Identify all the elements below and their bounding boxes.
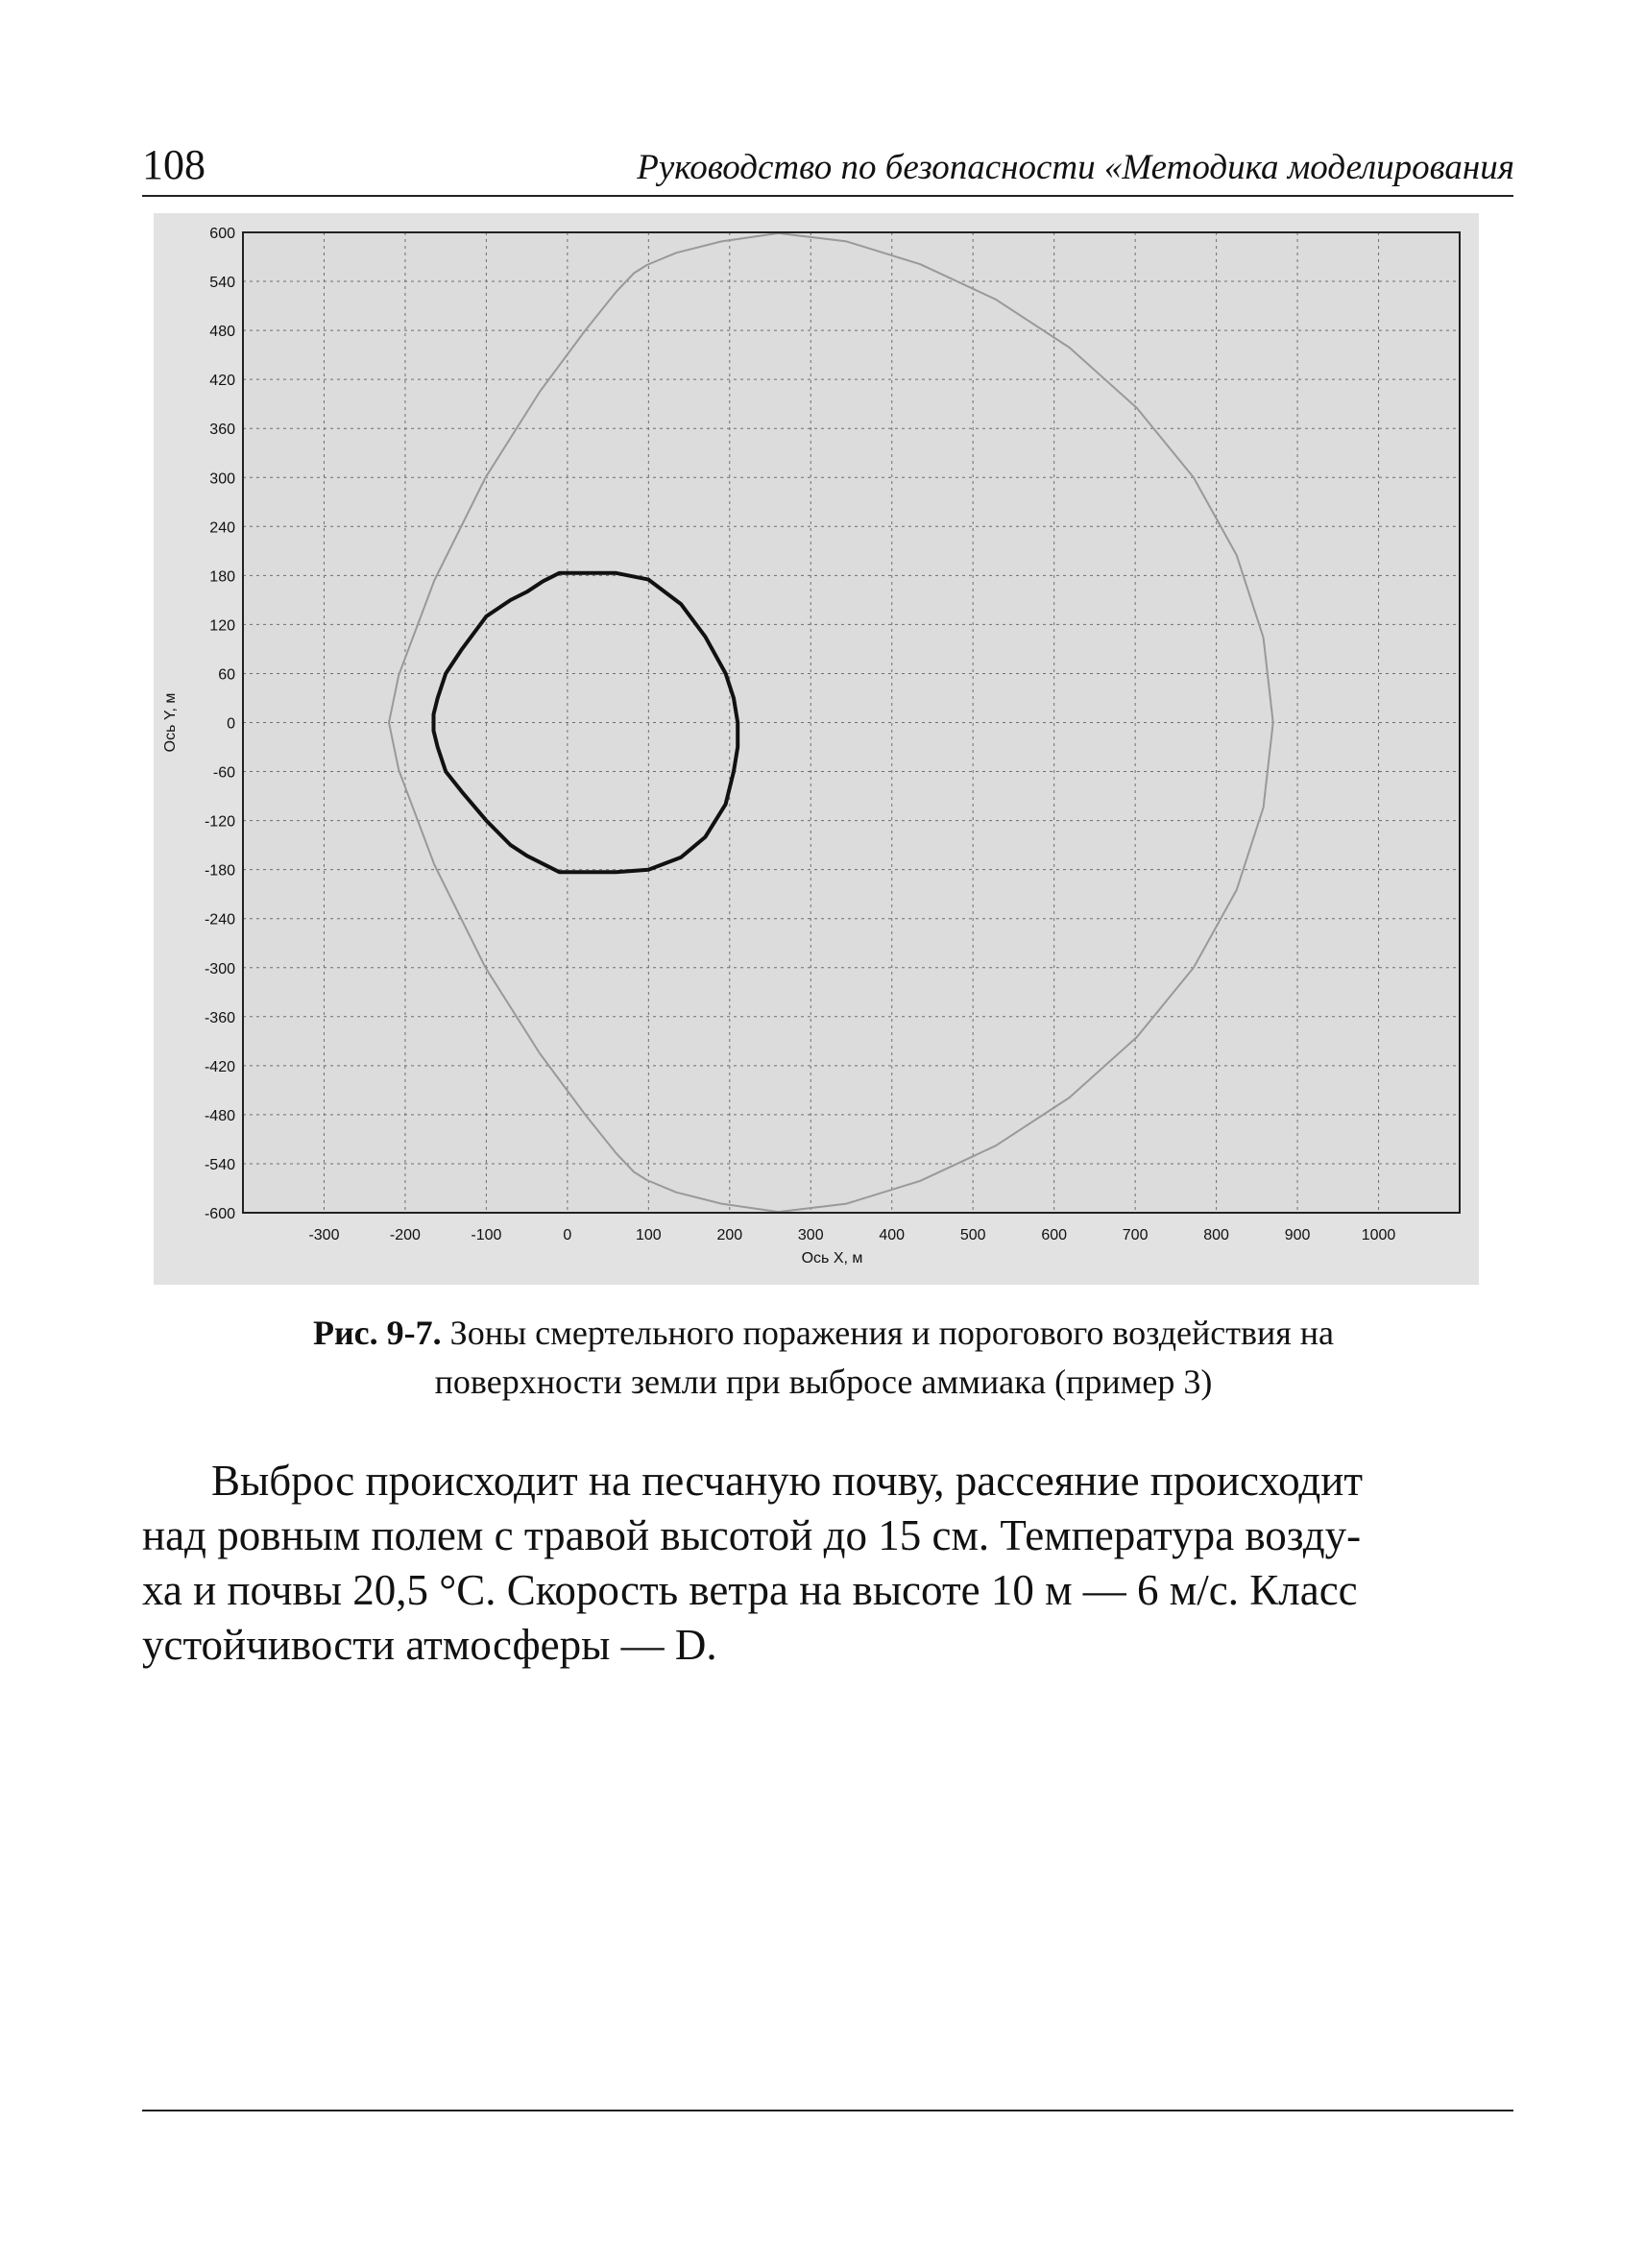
y-tick-label: 60 bbox=[218, 666, 235, 684]
y-tick-label: 300 bbox=[209, 470, 235, 488]
x-tick-label: -300 bbox=[308, 1227, 340, 1243]
body-paragraph bbox=[142, 1454, 1513, 1673]
x-tick-label: 800 bbox=[1203, 1227, 1229, 1243]
y-tick-label: -300 bbox=[204, 960, 235, 977]
figure-caption bbox=[173, 1309, 1474, 1407]
body-line-3: ха и почвы 20,5 °С. Скорость ветра на высоте 10 м — 6 м/с. Класс bbox=[142, 1566, 1358, 1614]
body-line-1: Выброс происходит на песчаную почву, рассеяние происходит bbox=[211, 1457, 1363, 1505]
caption-line-1: Зоны смертельного поражения и порогового воздействия на bbox=[449, 1314, 1335, 1352]
x-axis-title: Ось X, м bbox=[801, 1250, 863, 1267]
x-tick-label: 100 bbox=[635, 1227, 662, 1243]
x-tick-label: -200 bbox=[389, 1227, 421, 1243]
y-axis-title: Ось Y, м bbox=[162, 692, 179, 753]
x-tick-label: 600 bbox=[1041, 1227, 1068, 1243]
y-tick-label: -480 bbox=[204, 1107, 235, 1124]
y-tick-label: -240 bbox=[204, 911, 235, 929]
y-tick-label: 540 bbox=[209, 275, 235, 292]
x-tick-label: 700 bbox=[1122, 1227, 1149, 1243]
y-tick-label: 0 bbox=[227, 715, 235, 733]
x-tick-label: 300 bbox=[797, 1227, 824, 1243]
y-tick-label: -540 bbox=[204, 1156, 235, 1173]
x-tick-label: 500 bbox=[959, 1227, 986, 1243]
y-tick-label: -180 bbox=[204, 862, 235, 880]
y-tick-label: 420 bbox=[209, 373, 235, 390]
y-tick-label: 180 bbox=[209, 568, 235, 586]
x-tick-label: 1000 bbox=[1361, 1227, 1396, 1243]
caption-line-2: поверхности земли при выбросе аммиака (пример 3) bbox=[434, 1363, 1213, 1401]
figure-chart bbox=[154, 213, 1479, 1285]
y-tick-label: 120 bbox=[209, 617, 235, 635]
y-tick-label: -360 bbox=[204, 1009, 235, 1026]
body-line-4: устойчивости атмосферы — D. bbox=[142, 1621, 717, 1669]
y-tick-label: 240 bbox=[209, 519, 235, 537]
figure-label: Рис. 9-7. bbox=[312, 1314, 442, 1352]
x-tick-label: 200 bbox=[716, 1227, 743, 1243]
y-tick-label: 600 bbox=[209, 226, 235, 242]
y-tick-label: -600 bbox=[204, 1206, 235, 1222]
y-tick-label: -60 bbox=[212, 764, 235, 782]
chart-svg bbox=[154, 213, 1479, 1285]
y-tick-label: -420 bbox=[204, 1058, 235, 1075]
x-tick-label: 400 bbox=[879, 1227, 906, 1243]
running-head: Руководство по безопасности «Методика моделирования bbox=[637, 148, 1514, 187]
x-tick-label: 0 bbox=[563, 1227, 572, 1243]
header-rule bbox=[142, 195, 1513, 197]
page-number: 108 bbox=[142, 141, 206, 188]
x-tick-label: 900 bbox=[1284, 1227, 1311, 1243]
y-tick-label: -120 bbox=[204, 813, 235, 831]
y-tick-label: 480 bbox=[209, 324, 235, 341]
body-line-2: над ровным полем с травой высотой до 15 см. Температура возду- bbox=[142, 1511, 1362, 1559]
footer-rule bbox=[142, 2110, 1513, 2111]
x-tick-label: -100 bbox=[471, 1227, 502, 1243]
y-tick-label: 360 bbox=[209, 422, 235, 439]
